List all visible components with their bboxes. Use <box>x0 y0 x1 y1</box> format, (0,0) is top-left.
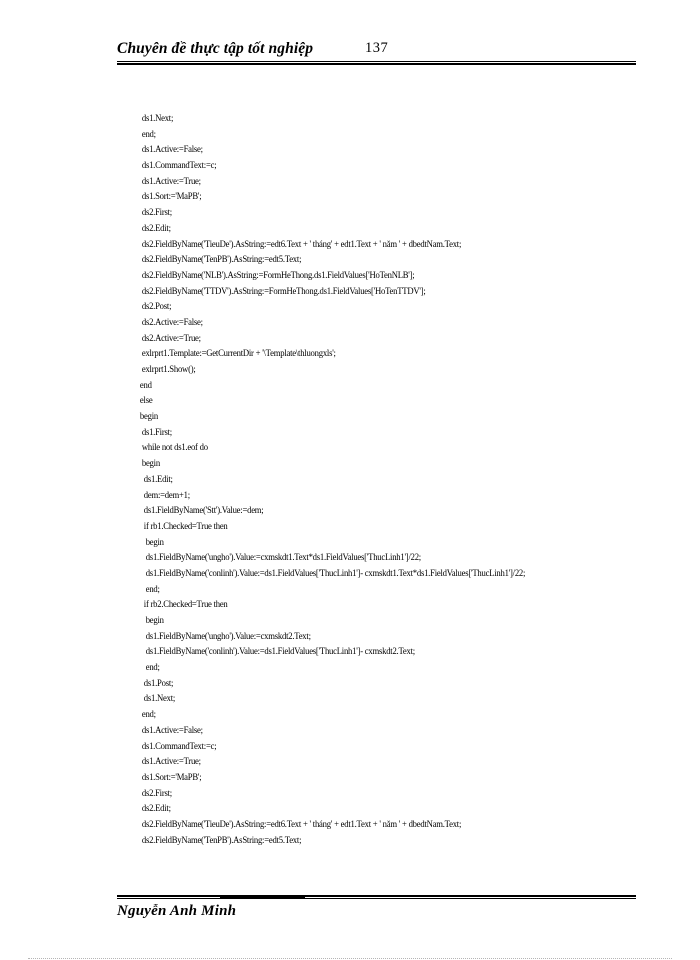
code-line: ds2.Edit; <box>138 804 171 815</box>
code-line: exlrprt1.Template:=GetCurrentDir + '\Template\thluongxls'; <box>138 349 336 360</box>
code-line: ds2.First; <box>138 208 172 219</box>
page-edge-divider <box>28 958 672 959</box>
code-line: end; <box>138 129 156 140</box>
code-line: ds2.FieldByName('TenPB').AsString:=edt5.Text; <box>138 835 302 846</box>
code-line: ds1.Edit; <box>138 474 173 485</box>
page-number: 137 <box>365 40 389 56</box>
code-line: exlrprt1.Show(); <box>138 365 196 375</box>
code-line: while not ds1.eof do <box>138 443 208 454</box>
code-line: ds2.Active:=True; <box>138 333 201 344</box>
code-line: ds1.Sort:='MaPB'; <box>138 772 202 783</box>
code-line: begin <box>138 412 158 423</box>
code-line: end; <box>138 710 156 721</box>
code-line: begin <box>138 616 164 626</box>
code-line: begin <box>138 537 164 548</box>
code-line: ds2.Edit; <box>138 223 171 234</box>
code-line: ds1.FieldByName('Stt').Value:=dem; <box>138 506 264 517</box>
code-line: begin <box>138 459 160 470</box>
code-line: ds2.FieldByName('NLB').AsString:=FormHeThong.ds1.FieldValues['HoTenNLB']; <box>138 270 415 281</box>
code-line: if rb2.Checked=True then <box>138 600 228 611</box>
code-line: ds1.Active:=True; <box>138 757 201 768</box>
code-line: ds2.Post; <box>138 302 172 313</box>
code-line: ds1.FieldByName('conlinh').Value:=ds1.FieldValues['ThucLinh1']- cxmskdt1.Text*ds1.FieldValues['ThucLinh1']/22; <box>138 568 526 579</box>
footer-author: Nguyễn Anh Minh <box>117 903 237 919</box>
code-line: end; <box>138 663 160 674</box>
code-line: ds2.FieldByName('TieuDe').AsString:=edt6.Text + ' tháng' + edt1.Text + ' năm ' + dbedtNam.Text; <box>138 239 462 250</box>
code-line: ds1.CommandText:=c; <box>138 161 217 172</box>
code-listing <box>138 112 658 849</box>
code-line: else <box>138 396 153 407</box>
code-line: dem:=dem+1; <box>138 490 190 501</box>
code-line: ds1.FieldByName('ungho').Value:=cxmskdt1.Text*ds1.FieldValues['ThucLinh1']/22; <box>138 553 421 564</box>
footer-rule-thick <box>117 895 636 897</box>
code-line: ds1.First; <box>138 427 172 438</box>
code-line: ds2.FieldByName('TieuDe').AsString:=edt6.Text + ' tháng' + edt1.Text + ' năm ' + dbedtNam.Text; <box>138 819 462 830</box>
code-line: ds2.FieldByName('TTDV').AsString:=FormHeThong.ds1.FieldValues['HoTenTTDV']; <box>138 286 426 297</box>
code-line: ds1.Post; <box>138 678 174 689</box>
code-line: ds1.Next; <box>138 114 174 124</box>
code-line: ds2.Active:=False; <box>138 317 203 328</box>
code-line: ds1.Active:=False; <box>138 145 203 156</box>
code-line: ds2.FieldByName('TenPB').AsString:=edt5.Text; <box>138 255 302 266</box>
code-line: ds1.CommandText:=c; <box>138 741 217 752</box>
code-line: ds1.Active:=True; <box>138 176 201 187</box>
code-line: end <box>138 380 152 391</box>
code-line: if rb1.Checked=True then <box>138 521 228 532</box>
code-line: ds1.FieldByName('conlinh').Value:=ds1.FieldValues['ThucLinh1']- cxmskdt2.Text; <box>138 647 415 658</box>
code-line: ds1.Sort:='MaPB'; <box>138 192 202 203</box>
header-rule-thick <box>117 63 636 65</box>
code-line: ds2.First; <box>138 788 172 799</box>
footer-rule-thin <box>117 898 636 899</box>
header-title: Chuyên đề thực tập tốt nghiệp <box>117 40 314 57</box>
code-line: end; <box>138 584 160 595</box>
code-line: ds1.Active:=False; <box>138 725 203 736</box>
code-line: ds1.Next; <box>138 694 176 705</box>
header-rule-thin <box>117 61 636 62</box>
code-line: ds1.FieldByName('ungho').Value:=cxmskdt2.Text; <box>138 631 311 642</box>
